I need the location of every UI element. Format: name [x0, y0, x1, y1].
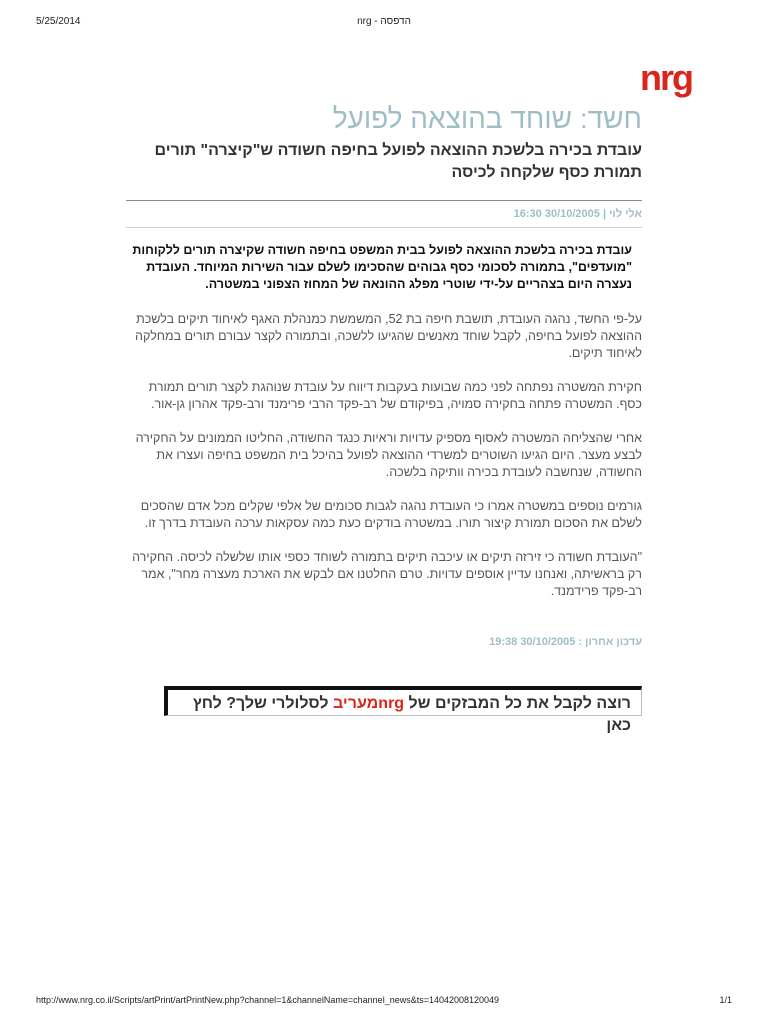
print-footer: [36, 995, 732, 1009]
nrg-logo[interactable]: [126, 57, 692, 100]
promo-text-end: לסלולרי שלך? לחץ כאן: [192, 695, 631, 734]
svg-text:nrg: nrg: [640, 57, 692, 98]
print-page-count: 1/1: [719, 995, 732, 1005]
promo-brand-nrg: nrg: [378, 695, 405, 712]
article-paragraph: חקירת המשטרה נפתחה לפני כמה שבועות בעקבות דיווח על עובדת שנוהגת לקצר תורים תמורת כסף. המשטרה פתחה בחקירה סמויה, בפיקודם של רב-פקד הרבי פרימנד ורב-פקד אהרון גן-אור.: [148, 380, 642, 411]
article-lead: עובדת בכירה בלשכת ההוצאה לפועל בבית המשפט בחיפה חשודה שקיצרה תורים ללקוחות "מועדפים", בתמורה לסכומי כסף גבוהים שהסכימו לשלם עבור השירות המיוחד. העובדת נעצרה היום בצהריים על-ידי שוטרי מפלג ההונאה של המחוז הצפוני במשטרה.: [132, 243, 632, 291]
article-author[interactable]: אלי לוי: [609, 208, 642, 220]
article-paragraph: "העובדת חשודה כי זירזה תיקים או עיכבה תיקים בתמורה לשוחד כספי אותו שלשלה לכיסה. החקירה רק בראשיתה, ואנחנו עדיין אוספים עדויות. טרם החלטנו אם לבקש את הארכת מעצרה מחר", אמר רב-פקד פרידמנד.: [132, 550, 642, 598]
print-header: [36, 16, 732, 30]
article-published: 30/10/2005 16:30: [513, 208, 600, 220]
last-updated: [126, 634, 642, 650]
article-content: [126, 57, 692, 650]
last-updated-value: 30/10/2005 19:38: [489, 636, 576, 648]
article-headline: חשד: שוחד בהוצאה לפועל: [332, 103, 642, 134]
article-meta: [126, 200, 642, 228]
article-paragraph: על-פי החשד, נהגה העובדת, תושבת חיפה בת 52, המשמשת כמנהלת האגף לאיחוד תיקים בלשכת ההוצאה לפועל בחיפה, לקבל שוחד מאנשים שהגיעו ללשכה, ובתמורה לקצר עבורם תורים במחלקה לאיחוד תיקים.: [135, 312, 642, 360]
print-url[interactable]: http://www.nrg.co.il/Scripts/artPrint/artPrintNew.php?channel=1&channelName=channel_news&ts=14042008120049: [36, 995, 500, 1005]
promo-text-start: רוצה לקבל את כל המבזקים של: [404, 695, 631, 712]
article-subhead: עובדת בכירה בלשכת ההוצאה לפועל בחיפה חשודה ש"קיצרה" תורים תמורת כסף שלקחה לכיסה: [154, 142, 642, 181]
mobile-alerts-promo[interactable]: [164, 686, 642, 734]
meta-separator: |: [602, 208, 607, 220]
print-title: nrg - הדפסה: [357, 16, 411, 27]
last-updated-label: עדכון אחרון :: [578, 636, 642, 648]
print-date: 5/25/2014: [36, 16, 81, 27]
article-paragraph: גורמים נוספים במשטרה אמרו כי העובדת נהגה לגבות סכומים של אלפי שקלים מכל אדם שהסכים לשלם את הסכום תמורת קיצור תורו. במשטרה בודקים כעת כמה עסקאות ערכה העובדת בדרך זו.: [140, 499, 642, 530]
nrg-logo-mark: [582, 57, 692, 100]
promo-brand-maariv: מעריב: [332, 695, 379, 712]
article-paragraph: אחרי שהצליחה המשטרה לאסוף מספיק עדויות וראיות כנגד החשודה, החליטו הממונים על החקירה לבצע מעצר. היום הגיעו השוטרים למשרדי ההוצאה לפועל בהיכל בית המשפט בחיפה ועצרו את החשודה, שנחשבה לעובדת בכירה וותיקה בלשכה.: [135, 431, 642, 479]
